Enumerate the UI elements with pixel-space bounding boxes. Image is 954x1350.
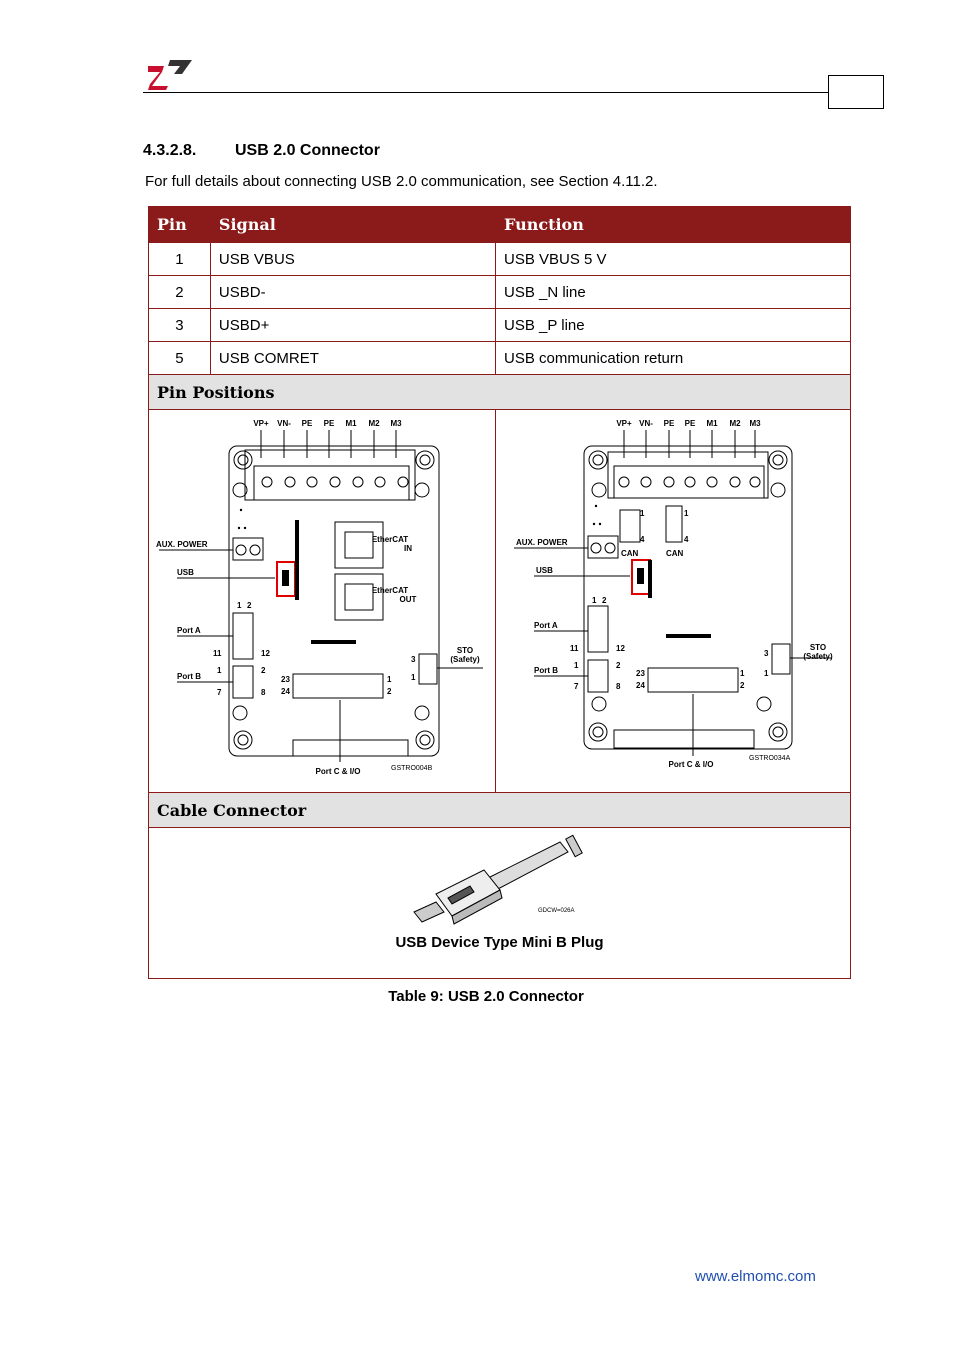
elmo-logo: [148, 58, 192, 90]
drive-diagram-left: [149, 410, 495, 788]
can-label: CAN: [621, 549, 639, 558]
pin-cell: 3: [149, 309, 211, 342]
pin-label: 2: [261, 666, 266, 675]
usb-label: USB: [536, 566, 553, 575]
table-row: [149, 243, 851, 276]
pin-positions-left-cell: [149, 410, 496, 793]
aux-power-label: AUX. POWER: [156, 540, 208, 549]
pin-label: 2: [740, 681, 745, 690]
can-label: CAN: [666, 549, 684, 558]
pin-label: 11: [213, 649, 222, 658]
label-m3: M3: [749, 419, 761, 428]
port-b-label: Port B: [534, 666, 558, 675]
ethercat-out-line1: EtherCAT: [371, 586, 409, 595]
pin-label: 23: [281, 675, 290, 684]
footer-url-link[interactable]: www.elmomc.com: [695, 1268, 816, 1285]
port-a-label: Port A: [534, 621, 558, 630]
pin-cell: 5: [149, 342, 211, 375]
cable-caption: USB Device Type Mini B Plug: [395, 934, 604, 951]
label-pe1: PE: [301, 419, 313, 428]
usb-label: USB: [177, 568, 194, 577]
pin-label: 7: [217, 688, 222, 697]
pin-label: 2: [616, 661, 621, 670]
function-cell: USB _P line: [496, 309, 851, 342]
ethercat-in-line2: IN: [404, 544, 412, 553]
label-vn: VN-: [277, 419, 291, 428]
function-cell: USB _N line: [496, 276, 851, 309]
cable-connector-heading: Cable Connector: [149, 793, 851, 828]
port-c-label: Port C & I/O: [668, 760, 714, 769]
pin-label: 1: [684, 509, 689, 518]
cable-connector-cell: [149, 828, 851, 979]
label-pe1: PE: [663, 419, 675, 428]
pin-label: 8: [261, 688, 266, 697]
signal-cell: USB COMRET: [210, 342, 495, 375]
pin-cell: 2: [149, 276, 211, 309]
pin-label: 11: [570, 644, 579, 653]
pin-label: 24: [636, 681, 645, 690]
pin-label: 24: [281, 687, 290, 696]
pin-label: 1: [740, 669, 745, 678]
label-vn: VN-: [639, 419, 653, 428]
pin-label: 1: [764, 669, 769, 678]
pin-label: 8: [616, 682, 621, 691]
pin-label: 4: [684, 535, 689, 544]
label-vp: VP+: [253, 419, 269, 428]
usb-pin-table: [148, 206, 851, 979]
label-m3: M3: [390, 419, 402, 428]
label-m1: M1: [345, 419, 357, 428]
ethercat-in-line1: EtherCAT: [371, 535, 409, 544]
port-c-label: Port C & I/O: [315, 767, 361, 776]
pin-label: 2: [247, 601, 252, 610]
ethercat-out-line2: OUT: [399, 595, 417, 604]
usb-mini-b-plug-image: [400, 828, 600, 928]
function-cell: USB communication return: [496, 342, 851, 375]
header-signal: Signal: [210, 207, 495, 243]
pin-label: 1: [411, 673, 416, 682]
signal-cell: USBD+: [210, 309, 495, 342]
table-row: [149, 309, 851, 342]
table-row: [149, 342, 851, 375]
intro-paragraph: For full details about connecting USB 2.0 communication, see Section 4.11.2.: [145, 173, 658, 190]
pin-label: 2: [387, 687, 392, 696]
section-number: 4.3.2.8.: [143, 142, 197, 159]
pin-label: 12: [261, 649, 270, 658]
pin-label: 7: [574, 682, 579, 691]
drive-diagram-right: [496, 410, 850, 788]
pin-label: 1: [387, 675, 392, 684]
pin-label: 3: [764, 649, 769, 658]
diagram-code: GSTRO004B: [391, 765, 433, 772]
pin-positions-heading: Pin Positions: [149, 375, 851, 410]
pin-label: 1: [592, 596, 597, 605]
label-m1: M1: [706, 419, 718, 428]
header-rule: [143, 92, 829, 93]
pin-label: 23: [636, 669, 645, 678]
header-pin: Pin: [149, 207, 211, 243]
pin-label: 1: [237, 601, 242, 610]
port-a-label: Port A: [177, 626, 201, 635]
label-vp: VP+: [616, 419, 632, 428]
function-cell: USB VBUS 5 V: [496, 243, 851, 276]
pin-label: 1: [640, 509, 645, 518]
aux-power-label: AUX. POWER: [516, 538, 568, 547]
pin-label: 12: [616, 644, 625, 653]
pin-cell: 1: [149, 243, 211, 276]
pin-label: 3: [411, 655, 416, 664]
section-title: USB 2.0 Connector: [235, 142, 380, 159]
sto-label-line2: (Safety): [803, 652, 833, 661]
header-function: Function: [496, 207, 851, 243]
table-caption: Table 9: USB 2.0 Connector: [388, 988, 584, 1005]
signal-cell: USBD-: [210, 276, 495, 309]
table-header-row: [149, 207, 851, 243]
plug-code: GDCW=026A: [537, 908, 575, 914]
label-pe2: PE: [323, 419, 335, 428]
pin-label: 1: [574, 661, 579, 670]
table-row: [149, 276, 851, 309]
label-pe2: PE: [684, 419, 696, 428]
sto-label-line2: (Safety): [450, 655, 480, 664]
label-m2: M2: [729, 419, 741, 428]
diagram-code: GSTRO034A: [749, 755, 791, 762]
pin-label: 4: [640, 535, 645, 544]
pin-positions-right-cell: [496, 410, 851, 793]
label-m2: M2: [368, 419, 380, 428]
sto-label-line1: STO: [456, 646, 474, 655]
signal-cell: USB VBUS: [210, 243, 495, 276]
pin-label: 2: [602, 596, 607, 605]
sto-label-line1: STO: [809, 643, 827, 652]
pin-label: 1: [217, 666, 222, 675]
port-b-label: Port B: [177, 672, 201, 681]
page-number-box: [828, 75, 884, 109]
